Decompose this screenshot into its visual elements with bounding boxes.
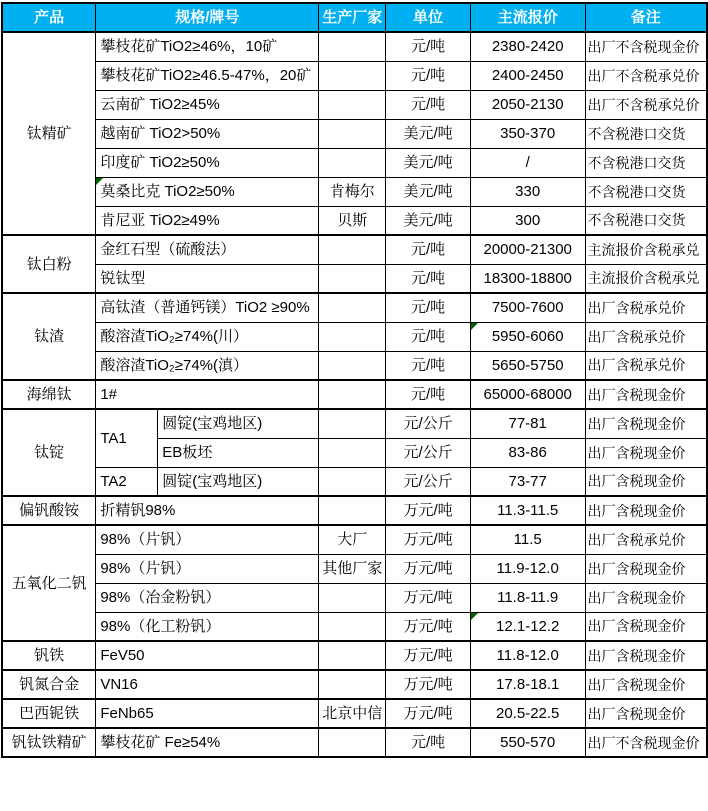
cell-price: 12.1-12.2 bbox=[470, 612, 585, 641]
cell-price: 83-86 bbox=[470, 438, 585, 467]
table-row bbox=[2, 235, 707, 264]
cell-note: 出厂含税现金价 bbox=[585, 641, 707, 670]
cell-producer bbox=[319, 496, 386, 525]
cell-unit: 元/吨 bbox=[386, 322, 471, 351]
cell-price: 73-77 bbox=[470, 467, 585, 496]
comment-flag-icon bbox=[471, 323, 478, 330]
cell-price: 20000-21300 bbox=[470, 235, 585, 264]
table-row bbox=[2, 525, 707, 554]
cell-spec: VN16 bbox=[96, 670, 319, 699]
col-header-spec: 规格/牌号 bbox=[96, 3, 319, 32]
cell-price: 18300-18800 bbox=[470, 264, 585, 293]
cell-spec: 98%（冶金粉钒） bbox=[96, 583, 319, 612]
cell-producer bbox=[319, 728, 386, 757]
cell-spec-form: EB板坯 bbox=[158, 438, 319, 467]
cell-note: 出厂含税现金价 bbox=[585, 409, 707, 438]
cell-note: 出厂含税承兑价 bbox=[585, 293, 707, 322]
cell-unit: 万元/吨 bbox=[386, 583, 471, 612]
table-row bbox=[2, 264, 707, 293]
cell-note: 不含税港口交货 bbox=[585, 119, 707, 148]
cell-spec-grade: TA1 bbox=[96, 409, 158, 467]
table-row bbox=[2, 148, 707, 177]
cell-unit: 元/吨 bbox=[386, 293, 471, 322]
cell-price: 11.5 bbox=[470, 525, 585, 554]
cell-unit: 元/吨 bbox=[386, 728, 471, 757]
cell-unit: 美元/吨 bbox=[386, 206, 471, 235]
cell-spec: 印度矿 TiO2≥50% bbox=[96, 148, 319, 177]
table-row bbox=[2, 409, 707, 438]
cell-producer: 肯梅尔 bbox=[319, 177, 386, 206]
cell-spec: FeV50 bbox=[96, 641, 319, 670]
table-row bbox=[2, 554, 707, 583]
cell-spec: 酸溶渣TiO₂≥74%(川） bbox=[96, 322, 319, 351]
cell-producer bbox=[319, 148, 386, 177]
cell-note: 不含税港口交货 bbox=[585, 148, 707, 177]
cell-producer bbox=[319, 119, 386, 148]
table-row bbox=[2, 119, 707, 148]
cell-producer bbox=[319, 612, 386, 641]
cell-note: 出厂不含税承兑价 bbox=[585, 61, 707, 90]
col-header-note: 备注 bbox=[585, 3, 707, 32]
cell-unit: 元/公斤 bbox=[386, 409, 471, 438]
col-header-product: 产品 bbox=[2, 3, 96, 32]
cell-unit: 万元/吨 bbox=[386, 496, 471, 525]
cell-spec: 酸溶渣TiO₂≥74%(滇） bbox=[96, 351, 319, 380]
cell-note: 出厂含税现金价 bbox=[585, 496, 707, 525]
price-table bbox=[1, 2, 708, 758]
cell-product: 钛白粉 bbox=[2, 235, 96, 293]
cell-producer bbox=[319, 90, 386, 119]
col-header-unit: 单位 bbox=[386, 3, 471, 32]
cell-note: 出厂不含税现金价 bbox=[585, 32, 707, 61]
cell-producer bbox=[319, 670, 386, 699]
table-row bbox=[2, 728, 707, 757]
table-row bbox=[2, 583, 707, 612]
cell-producer bbox=[319, 322, 386, 351]
cell-spec: 云南矿 TiO2≥45% bbox=[96, 90, 319, 119]
cell-note: 不含税港口交货 bbox=[585, 177, 707, 206]
cell-note: 出厂含税现金价 bbox=[585, 612, 707, 641]
cell-price: 11.8-12.0 bbox=[470, 641, 585, 670]
cell-product: 钒钛铁精矿 bbox=[2, 728, 96, 757]
cell-product: 钛渣 bbox=[2, 293, 96, 380]
col-header-producer: 生产厂家 bbox=[319, 3, 386, 32]
cell-note: 出厂不含税承兑价 bbox=[585, 90, 707, 119]
cell-producer bbox=[319, 264, 386, 293]
cell-unit: 元/吨 bbox=[386, 380, 471, 409]
cell-unit: 美元/吨 bbox=[386, 177, 471, 206]
cell-note: 出厂含税现金价 bbox=[585, 670, 707, 699]
table-row bbox=[2, 322, 707, 351]
table-row bbox=[2, 641, 707, 670]
table-row bbox=[2, 90, 707, 119]
cell-spec: 金红石型（硫酸法） bbox=[96, 235, 319, 264]
cell-product: 海绵钛 bbox=[2, 380, 96, 409]
cell-unit: 美元/吨 bbox=[386, 148, 471, 177]
cell-price: 2380-2420 bbox=[470, 32, 585, 61]
cell-unit: 元/吨 bbox=[386, 235, 471, 264]
cell-producer bbox=[319, 641, 386, 670]
cell-producer bbox=[319, 438, 386, 467]
cell-price: / bbox=[470, 148, 585, 177]
cell-unit: 元/公斤 bbox=[386, 467, 471, 496]
cell-price: 20.5-22.5 bbox=[470, 699, 585, 728]
cell-spec: 98%（片钒） bbox=[96, 525, 319, 554]
cell-producer bbox=[319, 293, 386, 322]
cell-note: 不含税港口交货 bbox=[585, 206, 707, 235]
table-row bbox=[2, 293, 707, 322]
cell-price: 77-81 bbox=[470, 409, 585, 438]
table-row bbox=[2, 467, 707, 496]
cell-price: 11.8-11.9 bbox=[470, 583, 585, 612]
cell-spec-grade: TA2 bbox=[96, 467, 158, 496]
cell-product: 钒氮合金 bbox=[2, 670, 96, 699]
table-row bbox=[2, 351, 707, 380]
cell-spec: 越南矿 TiO2>50% bbox=[96, 119, 319, 148]
cell-product: 巴西铌铁 bbox=[2, 699, 96, 728]
cell-unit: 万元/吨 bbox=[386, 612, 471, 641]
price-table-page bbox=[0, 2, 708, 811]
comment-flag-icon bbox=[96, 178, 103, 185]
cell-note: 出厂含税承兑价 bbox=[585, 351, 707, 380]
cell-note: 主流报价含税承兑 bbox=[585, 264, 707, 293]
table-row bbox=[2, 670, 707, 699]
cell-unit: 万元/吨 bbox=[386, 670, 471, 699]
cell-unit: 元/吨 bbox=[386, 264, 471, 293]
cell-producer bbox=[319, 61, 386, 90]
cell-product: 钛精矿 bbox=[2, 32, 96, 235]
cell-spec: 98%（化工粉钒） bbox=[96, 612, 319, 641]
cell-producer bbox=[319, 32, 386, 61]
header-row bbox=[2, 3, 707, 32]
cell-note: 出厂不含税现金价 bbox=[585, 728, 707, 757]
cell-price: 550-570 bbox=[470, 728, 585, 757]
comment-flag-icon bbox=[471, 613, 478, 620]
cell-unit: 元/吨 bbox=[386, 90, 471, 119]
cell-unit: 元/吨 bbox=[386, 351, 471, 380]
cell-producer bbox=[319, 351, 386, 380]
cell-price: 5650-5750 bbox=[470, 351, 585, 380]
table-row bbox=[2, 61, 707, 90]
cell-spec: 莫桑比克 TiO2≥50% bbox=[96, 177, 319, 206]
cell-spec: FeNb65 bbox=[96, 699, 319, 728]
cell-unit: 万元/吨 bbox=[386, 554, 471, 583]
cell-note: 出厂含税现金价 bbox=[585, 583, 707, 612]
cell-price: 5950-6060 bbox=[470, 322, 585, 351]
cell-unit: 万元/吨 bbox=[386, 525, 471, 554]
cell-note: 主流报价含税承兑 bbox=[585, 235, 707, 264]
cell-spec: 攀枝花矿 Fe≥54% bbox=[96, 728, 319, 757]
cell-note: 出厂含税现金价 bbox=[585, 380, 707, 409]
cell-spec: 98%（片钒） bbox=[96, 554, 319, 583]
cell-spec: 攀枝花矿TiO2≥46%，10矿 bbox=[96, 32, 319, 61]
cell-unit: 元/公斤 bbox=[386, 438, 471, 467]
cell-price: 11.3-11.5 bbox=[470, 496, 585, 525]
cell-note: 出厂含税承兑价 bbox=[585, 322, 707, 351]
table-row bbox=[2, 177, 707, 206]
cell-product: 钒铁 bbox=[2, 641, 96, 670]
cell-producer: 大厂 bbox=[319, 525, 386, 554]
table-row bbox=[2, 612, 707, 641]
cell-note: 出厂含税现金价 bbox=[585, 438, 707, 467]
cell-spec: 1# bbox=[96, 380, 319, 409]
cell-unit: 元/吨 bbox=[386, 32, 471, 61]
cell-price: 330 bbox=[470, 177, 585, 206]
cell-note: 出厂含税现金价 bbox=[585, 467, 707, 496]
cell-product: 五氧化二钒 bbox=[2, 525, 96, 641]
cell-price: 2050-2130 bbox=[470, 90, 585, 119]
table-row bbox=[2, 206, 707, 235]
cell-producer bbox=[319, 235, 386, 264]
cell-producer: 贝斯 bbox=[319, 206, 386, 235]
cell-spec: 肯尼亚 TiO2≥49% bbox=[96, 206, 319, 235]
cell-product: 钛锭 bbox=[2, 409, 96, 496]
cell-price: 11.9-12.0 bbox=[470, 554, 585, 583]
cell-spec: 折精钒98% bbox=[96, 496, 319, 525]
col-header-price: 主流报价 bbox=[470, 3, 585, 32]
cell-unit: 万元/吨 bbox=[386, 641, 471, 670]
cell-producer bbox=[319, 409, 386, 438]
cell-unit: 元/吨 bbox=[386, 61, 471, 90]
table-row bbox=[2, 496, 707, 525]
cell-spec-form: 圆锭(宝鸡地区) bbox=[158, 467, 319, 496]
cell-producer bbox=[319, 380, 386, 409]
cell-spec: 攀枝花矿TiO2≥46.5-47%，20矿 bbox=[96, 61, 319, 90]
table-row bbox=[2, 32, 707, 61]
cell-note: 出厂含税承兑价 bbox=[585, 525, 707, 554]
cell-price: 7500-7600 bbox=[470, 293, 585, 322]
cell-price: 350-370 bbox=[470, 119, 585, 148]
cell-note: 出厂含税现金价 bbox=[585, 699, 707, 728]
cell-product: 偏钒酸铵 bbox=[2, 496, 96, 525]
cell-producer bbox=[319, 583, 386, 612]
table-row bbox=[2, 380, 707, 409]
table-row bbox=[2, 699, 707, 728]
cell-producer bbox=[319, 467, 386, 496]
cell-price: 65000-68000 bbox=[470, 380, 585, 409]
cell-spec: 高钛渣（普通钙镁）TiO2 ≥90% bbox=[96, 293, 319, 322]
cell-unit: 美元/吨 bbox=[386, 119, 471, 148]
cell-price: 2400-2450 bbox=[470, 61, 585, 90]
cell-spec: 锐钛型 bbox=[96, 264, 319, 293]
cell-price: 17.8-18.1 bbox=[470, 670, 585, 699]
cell-producer: 北京中信 bbox=[319, 699, 386, 728]
cell-price: 300 bbox=[470, 206, 585, 235]
cell-note: 出厂含税现金价 bbox=[585, 554, 707, 583]
cell-spec-form: 圆锭(宝鸡地区) bbox=[158, 409, 319, 438]
cell-unit: 万元/吨 bbox=[386, 699, 471, 728]
cell-producer: 其他厂家 bbox=[319, 554, 386, 583]
